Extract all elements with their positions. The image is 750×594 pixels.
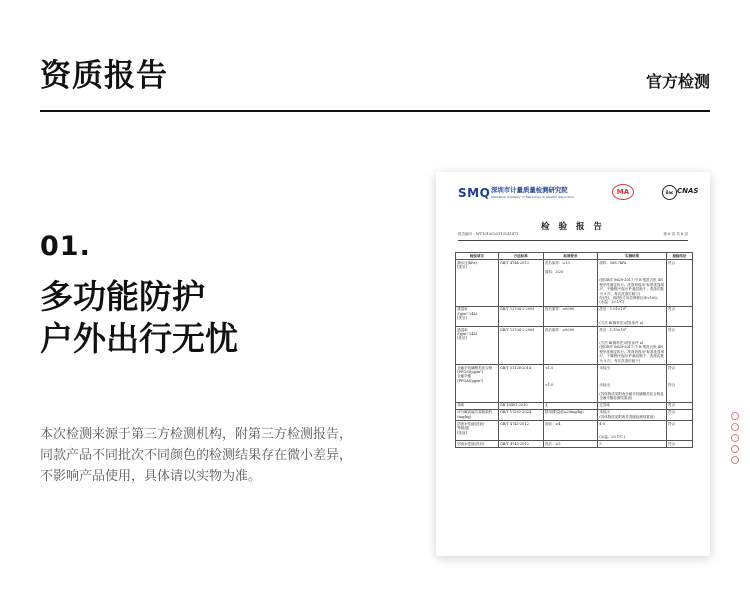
section-tag: 官方检测 — [645, 72, 710, 91]
cell-requirement: <1.0 <1.0 — [543, 364, 598, 402]
table-row — [456, 260, 693, 307]
section-headline — [40, 276, 238, 360]
cell-result: 未检出 (具体物质见附表芳香胺检测结果表) — [598, 409, 667, 420]
cell-verdict: 符合 — [666, 409, 692, 420]
cell-method: GB/T 12704.2-2009 — [498, 326, 543, 364]
cell-verdict: 符合 — [666, 420, 692, 440]
cell-method: GB/T 4745-2012 — [498, 441, 543, 448]
cell-item: 透湿率 /(g/m²·24h) [洗后] — [456, 326, 499, 364]
cell-requirement: 洗前：≥4 — [543, 420, 598, 440]
cell-requirement: 禁用(限量值≤20mg/kg) — [543, 409, 598, 420]
cell-item: 静水压(kPa) [洗后] — [456, 260, 499, 307]
table-row — [456, 326, 693, 364]
table-row — [456, 409, 693, 420]
cell-verdict: 符合 符合 — [666, 364, 692, 402]
cell-result: 洗后：1.01×10⁴ (方法 B(倒杯法)试验条件 a) — [598, 306, 667, 326]
headline-line-1: 多功能防护 — [40, 277, 205, 316]
cell-result: 3 — [598, 441, 667, 448]
cell-verdict: 符合 — [666, 306, 692, 326]
column-header: 检验项目 — [456, 253, 499, 260]
cell-requirement: 洗后：≥3 — [543, 441, 598, 448]
column-header: 方法标准 — [498, 253, 543, 260]
ilac-mra-icon: ilac — [662, 185, 677, 200]
section-description — [40, 424, 370, 487]
report-number: 报告编号：WT1010023113141471 — [458, 232, 519, 236]
side-stamp-icon — [729, 412, 738, 472]
table-row — [456, 364, 693, 402]
column-header: 标准要求 — [543, 253, 598, 260]
cell-requirement: 洗后原样：≥8000 — [543, 306, 598, 326]
cell-item: 全氟辛烷磺酰类化合物 (PFOS)(μg/m²) 全氟辛酸 (PFOA)(μg/m²) — [456, 364, 499, 402]
section-index: 01. — [40, 231, 91, 262]
cell-item: 透湿率 /(g/m²·24h) [洗后] — [456, 306, 499, 326]
page-title: 资质报告 — [40, 58, 168, 94]
cell-method: GB/T 12704.2-2009 — [498, 306, 543, 326]
report-meta — [458, 232, 688, 241]
description-line-2: 同款产品不同批次不同颜色的检测结果存在微小差异， — [40, 448, 353, 463]
test-report-image — [436, 172, 710, 556]
cell-method: GB/T 17592-2024 — [498, 409, 543, 420]
results-table — [455, 252, 693, 448]
table-row — [456, 441, 693, 448]
cell-item: 防泼水性能(洗前) 等级/级 [洗前] — [456, 420, 499, 440]
cnas-seal-icon — [662, 185, 710, 199]
cell-result: 无异味 — [598, 402, 667, 409]
cell-verdict: 符合 — [666, 326, 692, 364]
cell-requirement: 洗后原样：≥8000 — [543, 326, 598, 364]
cell-verdict: 符合 — [666, 441, 692, 448]
cell-verdict: 符合 — [666, 402, 692, 409]
cell-verdict: 符合 — [666, 260, 692, 307]
cell-requirement: 无 — [543, 402, 598, 409]
org-name-en: Shenzhen Academy of Metrology & Quality Inspection — [491, 195, 574, 199]
headline-line-2: 户外出行无忧 — [40, 319, 238, 358]
cell-requirement: 洗后原样：≥13 面料：3/20 — [543, 260, 598, 307]
description-line-1: 本次检测来源于第三方检测机构，附第三方检测报告， — [40, 427, 353, 442]
org-name-cn: 深圳市计量质量检测研究院 — [491, 186, 568, 194]
report-letterhead — [458, 182, 698, 206]
cell-item: 可分解致癌芳香胺染料(mg/kg) — [456, 409, 499, 420]
header-divider — [40, 110, 710, 112]
smq-logo: SMQ — [458, 186, 491, 200]
cell-method: GB/T 31126-2014 — [498, 364, 543, 402]
cell-method: GB/T 4744-2013 — [498, 260, 543, 307]
cell-result: 面料：168.7kPa (按GB/T 8629-2017 中 B 型洗衣机 4N 程序洗测定执行。洗涤剂选用"标准洗涤剂3"，干燥程序选用 F-悬挂晾干；洗涤次数为 5 次，每次洗涤后晾干) 经(洗)、再(脱)方向拉伸伸长率<10% (水温：20.1℃) — [598, 260, 667, 307]
report-title: 检 验 报 告 — [541, 222, 605, 232]
cell-result: 洗后：1.19×10⁴ (方法 B(倒杯法)试验条件 a) (按GB/T 8629-2017 中 B 型洗衣机 4N 程序洗测定执行。洗涤剂选用"标准洗涤剂3"，干燥程序选用 F-悬挂晾干；洗涤次数为 5 次，每次洗涤后晾干) — [598, 326, 667, 364]
column-header: 实测结果 — [598, 253, 667, 260]
cell-item: 防泼水性能(洗后) — [456, 441, 499, 448]
cell-item: 异味 — [456, 402, 499, 409]
table-row — [456, 420, 693, 440]
table-row — [456, 306, 693, 326]
cell-result: 未检出 未检出 (具体物质见附表全氟辛烷磺酰类化合物及全氟辛酸检测结果表) — [598, 364, 667, 402]
report-page: 第 6 页 共 8 页 — [663, 232, 688, 236]
cell-method: GB 18401-2010 — [498, 402, 543, 409]
cnas-label: CNAS — [677, 187, 699, 195]
description-line-3: 不影响产品使用，具体请以实物为准。 — [40, 469, 262, 484]
cell-method: GB/T 4745-2012 — [498, 420, 543, 440]
cma-seal-icon: MA — [612, 184, 634, 200]
results-header-row — [456, 253, 693, 260]
column-header: 检验结论 — [666, 253, 692, 260]
cell-result: 4-5 (水温：20.1℃ ) — [598, 420, 667, 440]
table-row — [456, 402, 693, 409]
